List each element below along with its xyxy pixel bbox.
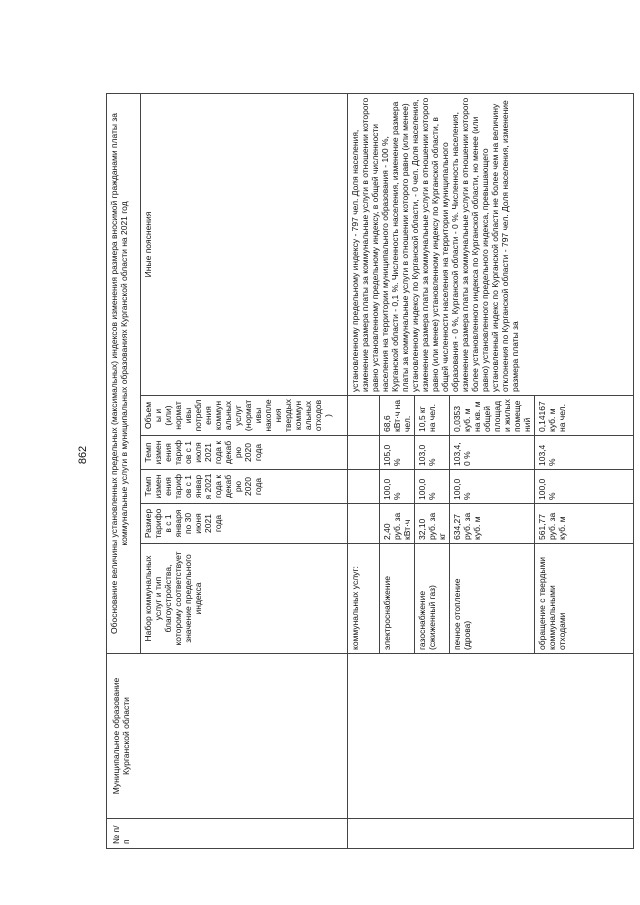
cell-rate-jul: 105,0 % [380,436,415,470]
cell-service: печное отопление (дрова) [450,544,535,654]
cell-volume: 68,6 кВт·ч на чел. [380,396,415,436]
cell-service: газоснабжение (сжиженный газ) [415,544,450,654]
header-group: Обоснование величины установленных предельных (максимальных) индексов изменения размера вносимой гражданами платы за коммунальные услуги в муниципальных образованиях Курганской области на 2021 год [107,93,141,653]
cell-size [348,504,380,544]
header-row-1 [107,93,141,848]
cell-rate-jan: 100,0 % [535,470,634,504]
header-rate-jul: Темп изменения тарифов с 1 июля 2021 года к декабрю 2020 года [141,436,348,470]
cell-rate-jan [348,470,380,504]
cell-service: обращение с твердыми коммунальными отходами [535,544,634,654]
cell-volume: 0,14167 куб. м на чел. [535,396,634,436]
cell-volume: 0,0353 куб. м на кв. м общей площади жилых помещений [450,396,535,436]
header-tariff-size: Размер тарифов с 1 января по 30 июня 2021 года [141,504,348,544]
cell-rate-jul [348,436,380,470]
cell-rate-jul: 103,4 % [535,436,634,470]
header-municipality: Муниципальное образование Курганской области [107,654,348,819]
cell-volume [348,396,380,436]
header-other-notes: Иные пояснения [141,93,348,395]
page-number: 862 [77,445,90,465]
cell-volume: 10,5 кг на чел. [415,396,450,436]
header-rate-jan: Темп изменения тарифов с 1 января 2021 года к декабрю 2020 года [141,470,348,504]
table-row [348,93,380,848]
cell-num [348,819,634,849]
header-service-set: Набор коммунальных услуг и тип благоустройства, которому соответствует значение предельного индекса [141,544,348,654]
rotated-table-canvas [106,94,612,849]
cell-service: электроснабжение [380,544,415,654]
cell-size: 2,40 руб. за кВт·ч [380,504,415,544]
cell-rate-jan: 100,0 % [415,470,450,504]
cell-rate-jan: 100,0 % [380,470,415,504]
cell-size: 32,10 руб. за кг [415,504,450,544]
cell-rate-jul: 103,0 % [415,436,450,470]
cell-rate-jul: 103,4,0 % [450,436,535,470]
cell-notes: установленному предельному индексу - 797 чел. Доля населения, изменение размера платы за коммунальные услуги в отношении которого равно установленному предельному индексу, в общей численности населения на территории муниципального образования - 100 %, Курганской области - 0,1 %. Численность населения, изменение размера платы за коммунальные услуги в отношении которого равно (или менее) установленному индексу по Курганской области, - 0 чел. Доля населения, изменение размера платы за коммунальные услуги в отношении которого равно (или менее) установленному индексу по Курганской области, в общей численности населения на территории муниципального образования - 0 %, Курганской области - 0 %. Численность населения, изменение размера платы за коммунальные услуги в отношении которого более установленного индекса по Курганской области, но менее (или равно) установленного предельного индекса, превышающего установленный индекс по Курганской области не более чем на величину отклонения по Курганской области - 797 чел. Доля населения, изменение размера платы за [348,93,634,395]
cell-municipality [348,654,634,819]
justification-table [106,93,634,849]
cell-rate-jan: 100,0 % [450,470,535,504]
cell-size: 561,77 руб. за куб. м [535,504,634,544]
cell-service: коммунальных услуг: [348,544,380,654]
header-num: № п/п [107,819,348,849]
header-volumes: Объемы и (или) нормативы потребления коммунальных услуг (нормативы накопления твердых коммунальных отходов) [141,396,348,436]
cell-size: 634,27 руб. за куб. м [450,504,535,544]
